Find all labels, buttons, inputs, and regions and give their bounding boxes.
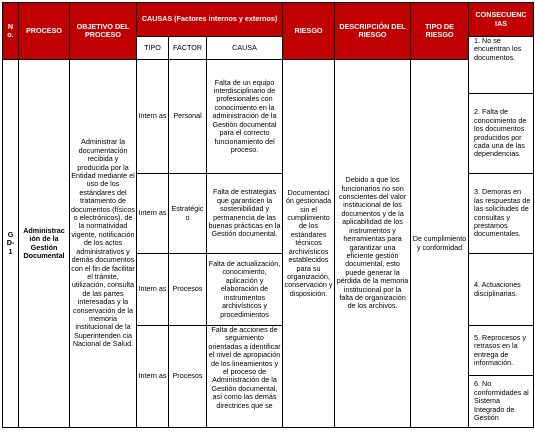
row-number: G D- 1	[3, 60, 19, 428]
proceso-name: Administrac ión de la Gestión Documental	[19, 60, 70, 428]
consecuencia-4: 4. Actuaciones disciplinarias.	[469, 254, 534, 326]
tipo-riesgo-text: De cumplimiento y conformidad	[411, 60, 469, 428]
header-objetivo: OBJETIVO DEL PROCESO	[70, 3, 137, 60]
causa-1-factor: Personal	[169, 60, 207, 174]
consecuencia-1: 1. No se encuentran los documentos.	[469, 37, 534, 94]
consecuencia-6: 6. No conformidades al Sistema Integrado de Gestión	[469, 376, 534, 428]
header-riesgo: RIESGO	[283, 3, 335, 60]
causa-4-factor: Procesos	[169, 326, 207, 428]
risk-matrix-table	[2, 2, 534, 428]
subheader-factor: FACTOR	[169, 37, 207, 60]
causa-4-tipo: Intern as	[137, 326, 169, 428]
causa-1-texto: Falta de un equipo interdisciplinario de profesionales con conocimiento en la administración de la Gestión documental para el correcto funcionamiento del proceso.	[207, 60, 283, 174]
header-causas: CAUSAS (Factores internos y externos)	[137, 3, 283, 37]
causa-1-tipo: Intern as	[137, 60, 169, 174]
subheader-causa: CAUSA	[207, 37, 283, 60]
consecuencia-5: 5. Reprocesos y retrasos en la entrega de información.	[469, 326, 534, 376]
causa-2-texto: Falta de estrategias que garanticen la sostenibilidad y permanencia de las buenas prácticas en la Gestión documental.	[207, 174, 283, 254]
causa-2-factor: Estratégic o	[169, 174, 207, 254]
causa-3-factor: Procesos	[169, 254, 207, 326]
causa-3-tipo: Intern as	[137, 254, 169, 326]
header-tipo-riesgo: TIPO DE RIESGO	[411, 3, 469, 60]
subheader-tipo: TIPO	[137, 37, 169, 60]
header-proceso: PROCESO	[19, 3, 70, 60]
header-no: N o.	[3, 3, 19, 60]
descripcion-text: Debido a que los funcionarios no son conscientes del valor institucional de los documentos y de la aplicabilidad de los instrumentos y herramientas para garantizar una eficiente gestión documental, esto puede generar la pérdida de la memoria institucional por la falta de organización de los archivos.	[335, 60, 411, 428]
consecuencia-3: 3. Demoras en las respuestas de las solicitudes de consultas y prestamos documentales.	[469, 174, 534, 254]
causa-3-texto: Falta de actualización, conocimiento, aplicación y elaboración de instrumentos archivísticos y procedimientos	[207, 254, 283, 326]
causa-4-texto: Falta de acciones de seguimiento orientadas a identificar el nivel de apropiación de los lineamientos y el proceso de Administración de la Gestión documental, así como las demás directrices que se	[207, 326, 283, 428]
causa-2-tipo: Intern as	[137, 174, 169, 254]
consecuencia-2: 2. Falta de conocimiento de los documentos producidos por cada una de las dependencias.	[469, 94, 534, 174]
objetivo-text: Administrar la documentación recibida y producida por la Entidad mediante el uso de los estándares del tratamiento de documentos (físicos o electrónicos), de la normatividad vigente, notificación de los actos administrativos y demás documentos con el fin de facilitar el trámite, utilización, consulta de las partes interesadas y la conservación de la memoria institucional de la Superintenden cia Nacional de Salud.	[70, 60, 137, 428]
header-consecuencias: CONSECUENC IAS	[469, 3, 534, 37]
riesgo-text: Documentaci ón gestionada sin el cumplimiento de los estándares técnicos archivísticos establecidos para su organización, conservación y disposición.	[283, 60, 335, 428]
header-descripcion: DESCRIPCIÓN DEL RIESGO	[335, 3, 411, 60]
